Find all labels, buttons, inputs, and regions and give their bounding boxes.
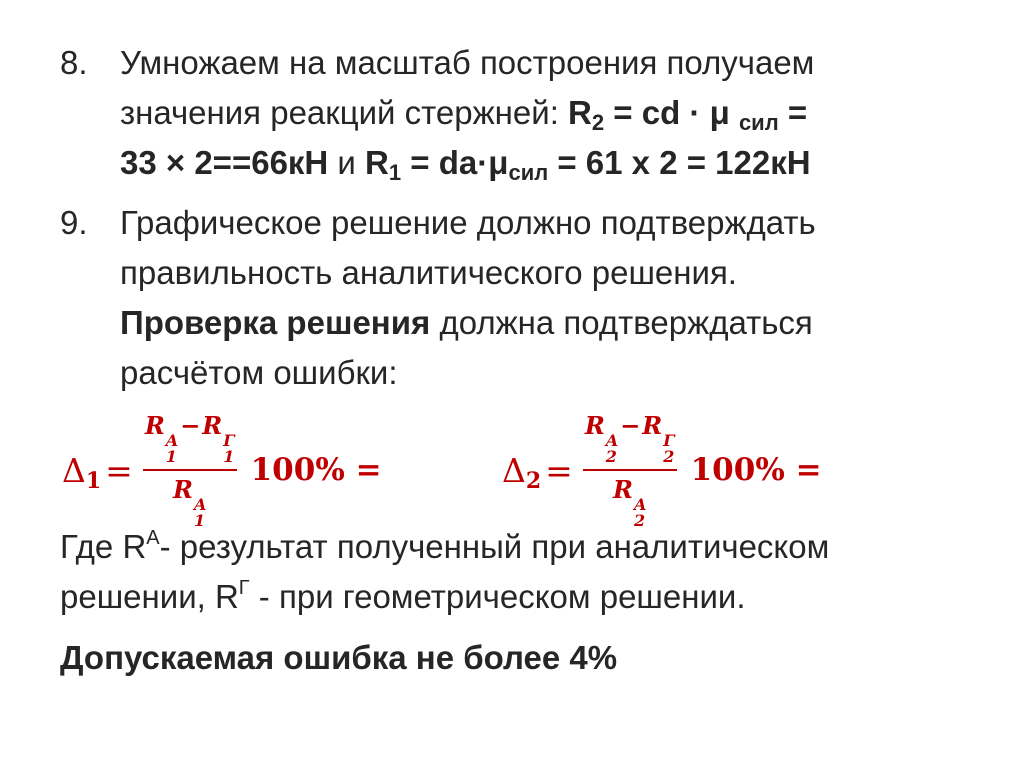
where-line1: Где $R^A-$ результат полученный при аналитическом	[60, 527, 830, 565]
item8-line1: Умножаем на масштаб построения получаем	[120, 44, 815, 81]
formula-delta-1: $\Delta_1$ = R A 1 −R Γ 1 R A 1 100% =	[62, 411, 382, 530]
list-item-8	[60, 38, 980, 188]
formula-delta-2: $\Delta_2$ = R A 2 −R Γ 2 R A 2 100% =	[502, 411, 822, 530]
item9-line1: Графическое решение должно подтверждать	[120, 204, 816, 241]
where-line2: решении, $R^Г$ - при геометрическом решении.	[60, 577, 746, 615]
fraction-denominator: R A 1	[173, 475, 207, 530]
item9-line2: правильность аналитического решения.	[120, 254, 737, 291]
fraction-numerator: R A 1 −R Γ 1	[144, 411, 235, 466]
fraction	[583, 411, 677, 529]
item-number: 9.	[60, 204, 88, 241]
error-formulas	[62, 411, 962, 530]
delta-symbol: $\Delta_1$	[62, 450, 102, 494]
check-phrase: Проверка решения	[120, 304, 431, 341]
item8-line2: значения реакций стержней: $R_2$ = cd · μ $_{сил}$ =	[120, 94, 808, 135]
fraction-denominator: R A 2	[613, 475, 647, 530]
fraction-bar	[583, 469, 677, 471]
item9-line4: расчётом ошибки:	[120, 354, 398, 391]
item9-line3: Проверка решения должна подтверждаться	[120, 304, 813, 341]
tolerance-note: Допускаемая ошибка не более 4%	[60, 639, 618, 676]
fraction-bar	[143, 469, 237, 471]
fraction	[143, 411, 237, 529]
r2-expression: $R_2$ = cd · μ $_{сил}$ =	[568, 94, 808, 135]
item-body	[120, 38, 980, 188]
where-paragraph	[60, 522, 980, 622]
r1-expression: $R_1 = da\cdot\mu_{сил} = 61$ х 2 = 122кН	[365, 144, 811, 185]
item-number: 8.	[60, 44, 88, 81]
item-body	[120, 198, 980, 398]
list-item-9	[60, 198, 980, 398]
item8-line3: 33 × 2==66кН и $R_1 = da\cdot\mu_{сил} = 61$ х 2 = 122кН	[120, 144, 811, 185]
fraction-numerator: R A 2 −R Γ 2	[584, 411, 675, 466]
delta-symbol: $\Delta_2$	[502, 450, 542, 494]
